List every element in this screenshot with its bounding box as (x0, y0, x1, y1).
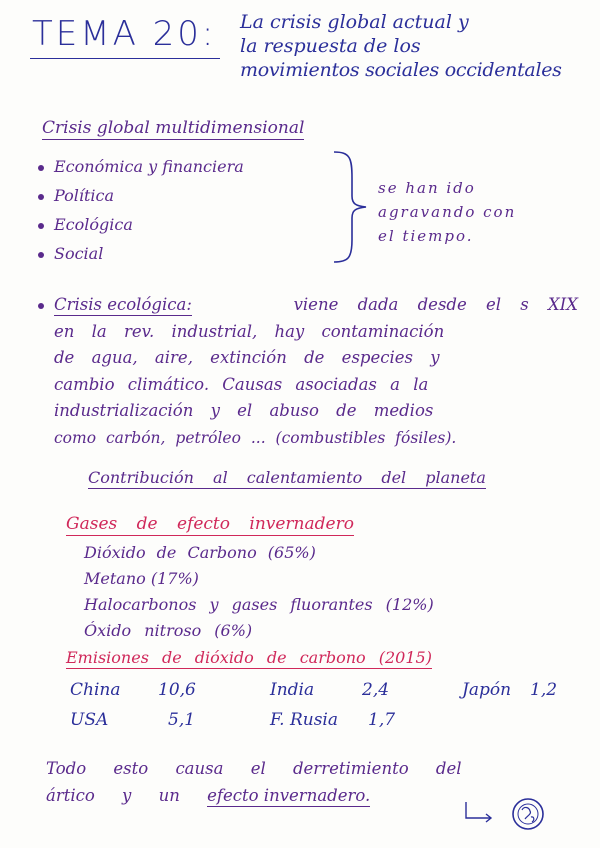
eco-line-1 (38, 292, 578, 319)
gases-list (84, 540, 434, 644)
gases-heading: Gases de efecto invernadero (66, 514, 354, 534)
emision-usa-value: 5,1 (168, 710, 196, 730)
emision-china-country: China (70, 680, 121, 700)
brace-note-line-3: el tiempo. (378, 227, 474, 245)
emision-rusia-country: F. Rusia (270, 710, 338, 730)
tema-title (240, 10, 590, 82)
crisis-item-social: Social (38, 239, 244, 268)
crisis-list (38, 152, 244, 268)
crisis-ecologica-label: Crisis ecológica: (54, 295, 192, 314)
eco-first-rest: viene dada desde el s XIX (293, 295, 578, 314)
globe-icon (510, 796, 546, 832)
emision-india-country: India (270, 680, 315, 700)
gas-item-halocarbonos: Halocarbonos y gases fluorantes (12%) (84, 595, 434, 614)
crisis-item-ecologica: Ecológica (38, 210, 244, 239)
title-underline (30, 58, 220, 59)
tema-title-line-1: La crisis global actual y (240, 11, 469, 33)
arrow-icon (462, 800, 498, 826)
crisis-global-heading: Crisis global multidimensional (42, 118, 305, 138)
emision-usa-country: USA (70, 710, 109, 730)
brace-note-line-2: agravando con (378, 203, 517, 221)
tema-label: TEMA 20: (32, 14, 217, 54)
emision-india-value: 2,4 (362, 680, 390, 700)
efecto-invernadero-highlight: efecto invernadero. (207, 785, 371, 805)
eco-line-5: industrialización y el abuso de medios (54, 401, 434, 420)
curly-brace (330, 148, 370, 266)
contribucion-heading: Contribución al calentamiento del planeta (88, 468, 486, 487)
emision-rusia-value: 1,7 (368, 710, 396, 730)
emisiones-row-2 (70, 710, 570, 734)
tema-title-line-3: movimientos sociales occidentales (240, 59, 562, 81)
emisiones-heading: Emisiones de dióxido de carbono (2015) (66, 648, 432, 667)
crisis-item-politica: Política (38, 181, 244, 210)
eco-line-3: de agua, aire, extinción de especies y (54, 348, 440, 367)
eco-line-2: en la rev. industrial, hay contaminación (54, 321, 445, 341)
eco-line-4: cambio climático. Causas asociadas a la (54, 374, 429, 394)
crisis-item-economica: Económica y financiera (38, 152, 244, 181)
gas-item-metano: Metano (17%) (84, 569, 199, 588)
emision-japon-country: Japón (462, 680, 512, 700)
emision-japon-value: 1,2 (530, 680, 558, 700)
emisiones-row-1 (70, 680, 570, 704)
brace-note-line-1: se han ido (378, 179, 476, 197)
gas-item-co2: Dióxido de Carbono (65%) (84, 543, 316, 562)
emision-china-value: 10,6 (158, 680, 196, 700)
conclusion-line-2: ártico y un efecto invernadero. (46, 785, 371, 805)
brace-note (378, 176, 516, 248)
conclusion-line-1: Todo esto causa el derretimiento del (46, 759, 462, 778)
tema-title-line-2: la respuesta de los (240, 35, 421, 57)
gas-item-oxido: Óxido nitroso (6%) (84, 621, 253, 640)
crisis-ecologica-paragraph (38, 292, 578, 451)
eco-line-6: como carbón, petróleo ... (combustibles fósiles). (54, 428, 457, 447)
